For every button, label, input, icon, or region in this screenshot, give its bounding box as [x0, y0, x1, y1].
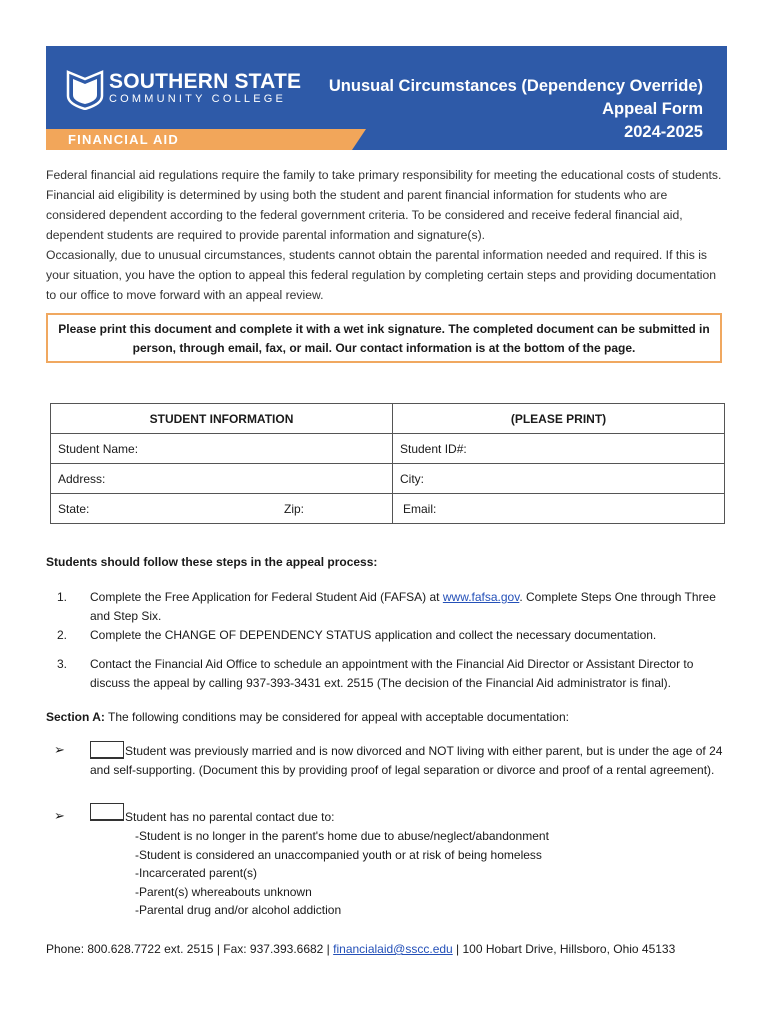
- section-a-text: The following conditions may be considered for appeal with acceptable documentation:: [104, 710, 569, 724]
- college-shield-icon: [66, 70, 104, 110]
- address-field[interactable]: Address:: [51, 464, 393, 494]
- footer-address: | 100 Hobart Drive, Hillsboro, Ohio 45133: [452, 942, 676, 956]
- footer-email-link[interactable]: financialaid@sscc.edu: [333, 942, 453, 956]
- contact-footer: [46, 940, 726, 958]
- state-zip-cell: [51, 494, 393, 524]
- condition-2-item: -Student is considered an unaccompanied youth or at risk of being homeless: [135, 847, 542, 862]
- condition-2-item: -Incarcerated parent(s): [135, 866, 258, 880]
- logo-wordmark: SOUTHERN STATE: [109, 70, 302, 93]
- condition-2-item: -Student is no longer in the parent's home due to abuse/neglect/abandonment: [135, 829, 549, 843]
- step-1-number: 1.: [57, 590, 68, 604]
- email-field[interactable]: Email:: [393, 494, 725, 524]
- step-1-text-pre: Complete the Free Application for Federal Student Aid (FAFSA) at: [90, 590, 443, 604]
- form-title-line3: 2024-2025: [624, 123, 703, 141]
- section-a-label: Section A:: [46, 710, 105, 724]
- table-header-please-print: (PLEASE PRINT): [393, 404, 725, 434]
- step-1-text: [90, 588, 725, 626]
- step-2-number: 2.: [57, 628, 68, 642]
- department-label: FINANCIAL AID: [68, 132, 179, 147]
- logo-subtitle: COMMUNITY COLLEGE: [109, 93, 287, 105]
- step-3-number: 3.: [57, 657, 68, 671]
- arrow-bullet-icon: ➢: [54, 808, 65, 823]
- condition-2-item: -Parental drug and/or alcohol addiction: [135, 903, 342, 917]
- intro-paragraph-1: Federal financial aid regulations require the family to take primary responsibility for meeting the educational costs of students. Financial aid eligibility is determined by using both the student and parent financial information for students who are considered dependent according to the federal government criteria. To be considered and receive federal financial aid, dependent students are required to provide parental information and signature(s).: [46, 168, 722, 242]
- intro-text: [46, 165, 726, 305]
- steps-heading: Students should follow these steps in the appeal process:: [46, 555, 378, 569]
- condition-2-checkbox[interactable]: [90, 803, 124, 821]
- step-2-text: Complete the CHANGE OF DEPENDENCY STATUS application and collect the necessary documentation.: [90, 628, 657, 642]
- print-notice: Please print this document and complete it with a wet ink signature. The completed document can be submitted in person, through email, fax, or mail. Our contact information is at the bottom of the page.: [46, 313, 722, 363]
- condition-2-text: Student has no parental contact due to:: [125, 810, 335, 824]
- form-title-line2: Appeal Form: [602, 100, 703, 118]
- condition-2-item: -Parent(s) whereabouts unknown: [135, 884, 312, 899]
- student-name-field[interactable]: Student Name:: [51, 434, 393, 464]
- form-title: [329, 75, 703, 144]
- student-info-table: [50, 403, 725, 524]
- step-1-text-post: . Complete Steps One through Three and Step Six.: [90, 590, 716, 623]
- student-id-field[interactable]: Student ID#:: [393, 434, 725, 464]
- table-header-student-info: STUDENT INFORMATION: [51, 404, 393, 434]
- zip-field[interactable]: Zip:: [284, 501, 305, 516]
- intro-paragraph-2: Occasionally, due to unusual circumstances, students cannot obtain the parental information needed and required. If this is your situation, you have the option to appeal this federal regulation by completing certain steps and providing documentation to our office to move forward with an appeal review.: [46, 248, 717, 302]
- city-field[interactable]: City:: [393, 464, 725, 494]
- state-field[interactable]: State:: [58, 501, 90, 516]
- step-3-text: Contact the Financial Aid Office to schedule an appointment with the Financial Aid Director or Assistant Director to discuss the appeal by calling 937-393-3431 ext. 2515 (The decision of the Financial Aid administrator is final).: [90, 657, 694, 690]
- condition-1-text: Student was previously married and is now divorced and NOT living with either parent, but is under the age of 24 and self-supporting. (Document this by providing proof of legal separation or divorce and proof of a rental agreement).: [90, 744, 723, 777]
- form-title-line1: Unusual Circumstances (Dependency Override): [328, 77, 703, 95]
- arrow-bullet-icon: ➢: [54, 742, 65, 757]
- fafsa-link[interactable]: www.fafsa.gov: [442, 590, 520, 604]
- section-a-intro: [46, 708, 569, 727]
- footer-phone-fax: Phone: 800.628.7722 ext. 2515 | Fax: 937.393.6682 |: [46, 942, 334, 956]
